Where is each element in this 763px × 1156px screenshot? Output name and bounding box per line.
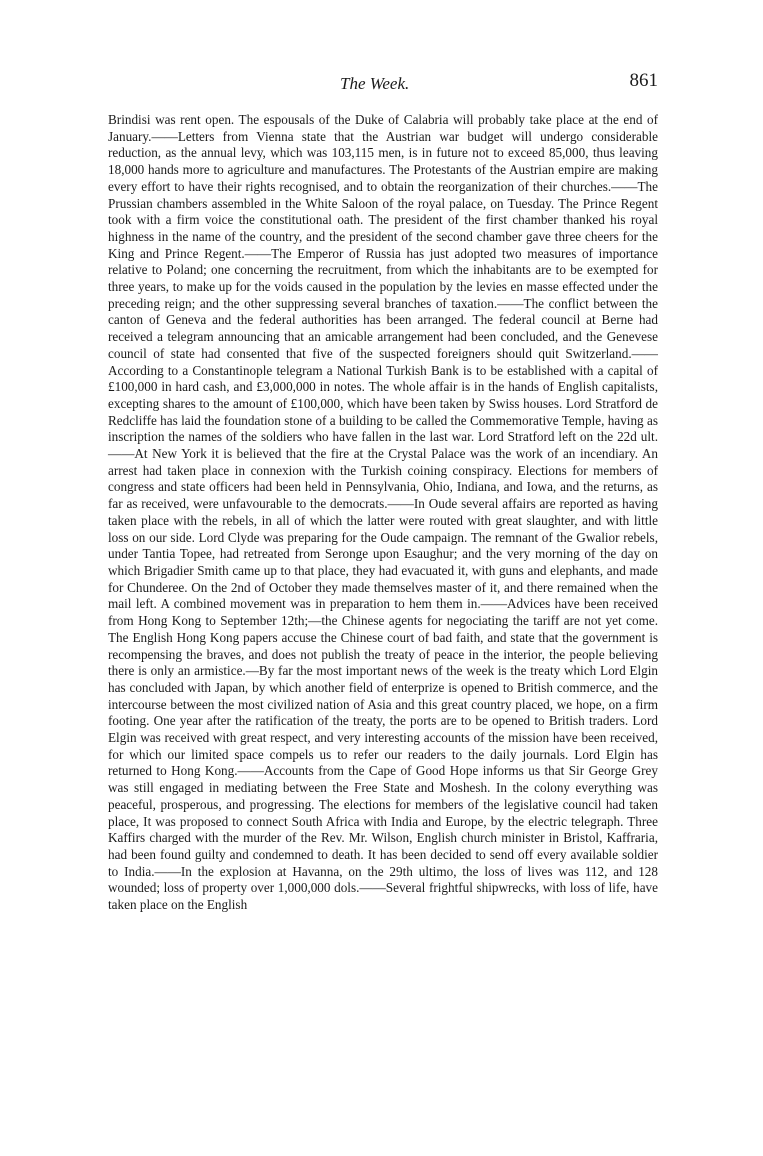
article-body: [108, 112, 658, 914]
page: [108, 70, 658, 914]
article-paragraph: Brindisi was rent open. The espousals of the Duke of Calabria will probably take place at the end of January.——Letters from Vienna state that the Austrian war budget will undergo considerable reduction, as the annual levy, which was 103,115 men, is in future not to exceed 85,000, thus leaving 18,000 hands more to agriculture and manufactures. The Protestants of the Austrian empire are making every effort to have their rights recognised, and to obtain the reorganization of their churches.——The Prussian chambers assembled in the White Saloon of the royal palace, on Tuesday. The Prince Regent took with a firm voice the constitutional oath. The president of the first chamber thanked his royal highness in the name of the country, and the president of the second chamber gave three cheers for the King and Prince Regent.——The Emperor of Russia has just adopted two measures of importance relative to Poland; one concerning the recruitment, from which the inhabitants are to be exempted for three years, to make up for the voids caused in the population by the levies en masse effected under the preceding reign; and the other suppressing several branches of taxation.——The conflict between the canton of Geneva and the federal authorities has been arranged. The federal council at Berne had received a telegram announcing that an amicable arrangement had been concluded, and the Genevese council of state had consented that five of the suspected foreigners should quit Switzerland.——According to a Constantinople telegram a National Turkish Bank is to be established with a capital of £100,000 in hard cash, and £3,000,000 in notes. The whole affair is in the hands of English capitalists, excepting shares to the amount of £100,000, which have been taken by Swiss houses. Lord Stratford de Redcliffe has laid the foundation stone of a building to be called the Commemorative Temple, having as inscription the names of the soldiers who have fallen in the last war. Lord Stratford left on the 22d ult.——At New York it is believed that the fire at the Crystal Palace was the work of an incendiary. An arrest had taken place in connexion with the Turkish coining conspiracy. Elections for members of congress and state officers had been held in Pennsylvania, Ohio, Indiana, and Iowa, and the returns, as far as received, were unfavourable to the democrats.——In Oude several affairs are reported as having taken place with the rebels, in all of which the latter were routed with great slaughter, and with little loss on our side. Lord Clyde was preparing for the Oude campaign. The remnant of the Gwalior rebels, under Tantia Topee, had retreated from Seronge upon Esaughur; and the very morning of the day on which Brigadier Smith came up to that place, they had evacuated it, with guns and elephants, and made for Chunderee. On the 2nd of October they made themselves master of it, and there remained when the mail left. A combined movement was in preparation to hem them in.——Advices have been received from Hong Kong to September 12th;—the Chinese agents for negociating the tariff are not yet come. The English Hong Kong papers accuse the Chinese court of bad faith, and state that the government is recompensing the braves, and does not publish the treaty of peace in the interior, the people believing there is only an armistice.—By far the most important news of the week is the treaty which Lord Elgin has concluded with Japan, by which another field of enterprize is opened to British commerce, and the intercourse between the most civilized nation of Asia and this great country placed, we hope, on a firm footing. One year after the ratification of the treaty, the ports are to be opened to British traders. Lord Elgin was received with great respect, and very interesting accounts of the mission have been received, for which our limited space compels us to refer our readers to the daily journals. Lord Elgin has returned to Hong Kong.——Accounts from the Cape of Good Hope informs us that Sir George Grey was still engaged in mediating between the Free State and Moshesh. In the colony everything was peaceful, prosperous, and progressing. The elections for members of the legislative council had taken place, It was proposed to connect South Africa with India and Europe, by the electric telegraph. Three Kaffirs charged with the murder of the Rev. Mr. Wilson, English church minister in Bristol, Kaffraria, had been found guilty and condemned to death. It has been decided to send off every available soldier to India.——In the explosion at Havanna, on the 29th ultimo, the loss of lives was 112, and 128 wounded; loss of property over 1,000,000 dols.——Several frightful shipwrecks, with loss of life, have taken place on the English: [108, 112, 658, 913]
page-header: [108, 70, 658, 98]
running-title: The Week.: [340, 74, 410, 93]
page-number: 861: [629, 70, 658, 91]
